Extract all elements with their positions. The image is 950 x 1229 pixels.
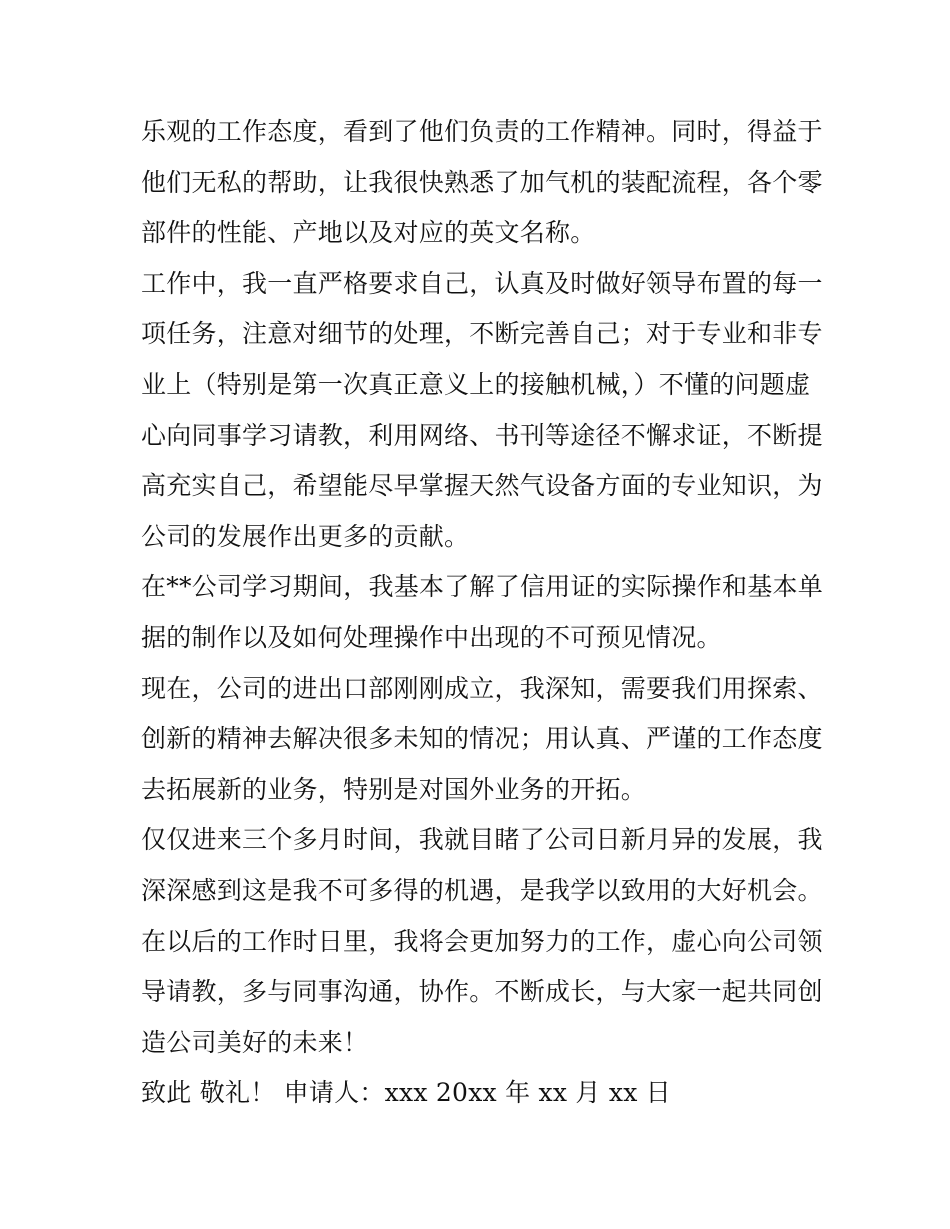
text-line: 部件的性能、产地以及对应的英文名称。 xyxy=(141,218,596,248)
text-line: 项任务，注意对细节的处理，不断完善自己；对于专业和非专 xyxy=(141,319,823,349)
text-line: 导请教，多与同事沟通，协作。不断成长，与大家一起共同创 xyxy=(141,977,823,1007)
text-line: 仅仅进来三个多月时间，我就目睹了公司日新月异的发展，我 xyxy=(141,825,823,855)
text-line: 造公司美好的未来！ xyxy=(141,1027,369,1057)
text-line: 据的制作以及如何处理操作中出现的不可预见情况。 xyxy=(141,622,722,652)
text-line: 高充实自己，希望能尽早掌握天然气设备方面的专业知识，为 xyxy=(141,471,823,501)
text-line: 在以后的工作时日里，我将会更加努力的工作，虚心向公司领 xyxy=(141,926,823,956)
text-line: 深深感到这是我不可多得的机遇，是我学以致用的大好机会。 xyxy=(141,875,823,905)
text-line: 业上（特别是第一次真正意义上的接触机械，）不懂的问题虚 xyxy=(141,369,811,399)
text-line: 去拓展新的业务，特别是对国外业务的开拓。 xyxy=(141,774,647,804)
text-line: 创新的精神去解决很多未知的情况；用认真、严谨的工作态度 xyxy=(141,724,823,754)
text-line: 现在，公司的进出口部刚刚成立，我深知，需要我们用探索、 xyxy=(141,673,823,703)
text-line: 在**公司学习期间，我基本了解了信用证的实际操作和基本单 xyxy=(141,572,824,602)
text-line: 公司的发展作出更多的贡献。 xyxy=(141,521,470,551)
text-line: 他们无私的帮助，让我很快熟悉了加气机的装配流程，各个零 xyxy=(141,167,823,197)
letter-body xyxy=(141,107,824,1119)
text-line: 工作中，我一直严格要求自己，认真及时做好领导布置的每一 xyxy=(141,268,823,298)
text-line: 乐观的工作态度，看到了他们负责的工作精神。同时，得益于 xyxy=(141,117,823,146)
signature-line: 致此 敬礼！ 申请人：xxx 20xx 年 xx 月 xx 日 xyxy=(141,1078,672,1108)
text-line: 心向同事学习请教，利用网络、书刊等途径不懈求证，不断提 xyxy=(141,420,823,450)
